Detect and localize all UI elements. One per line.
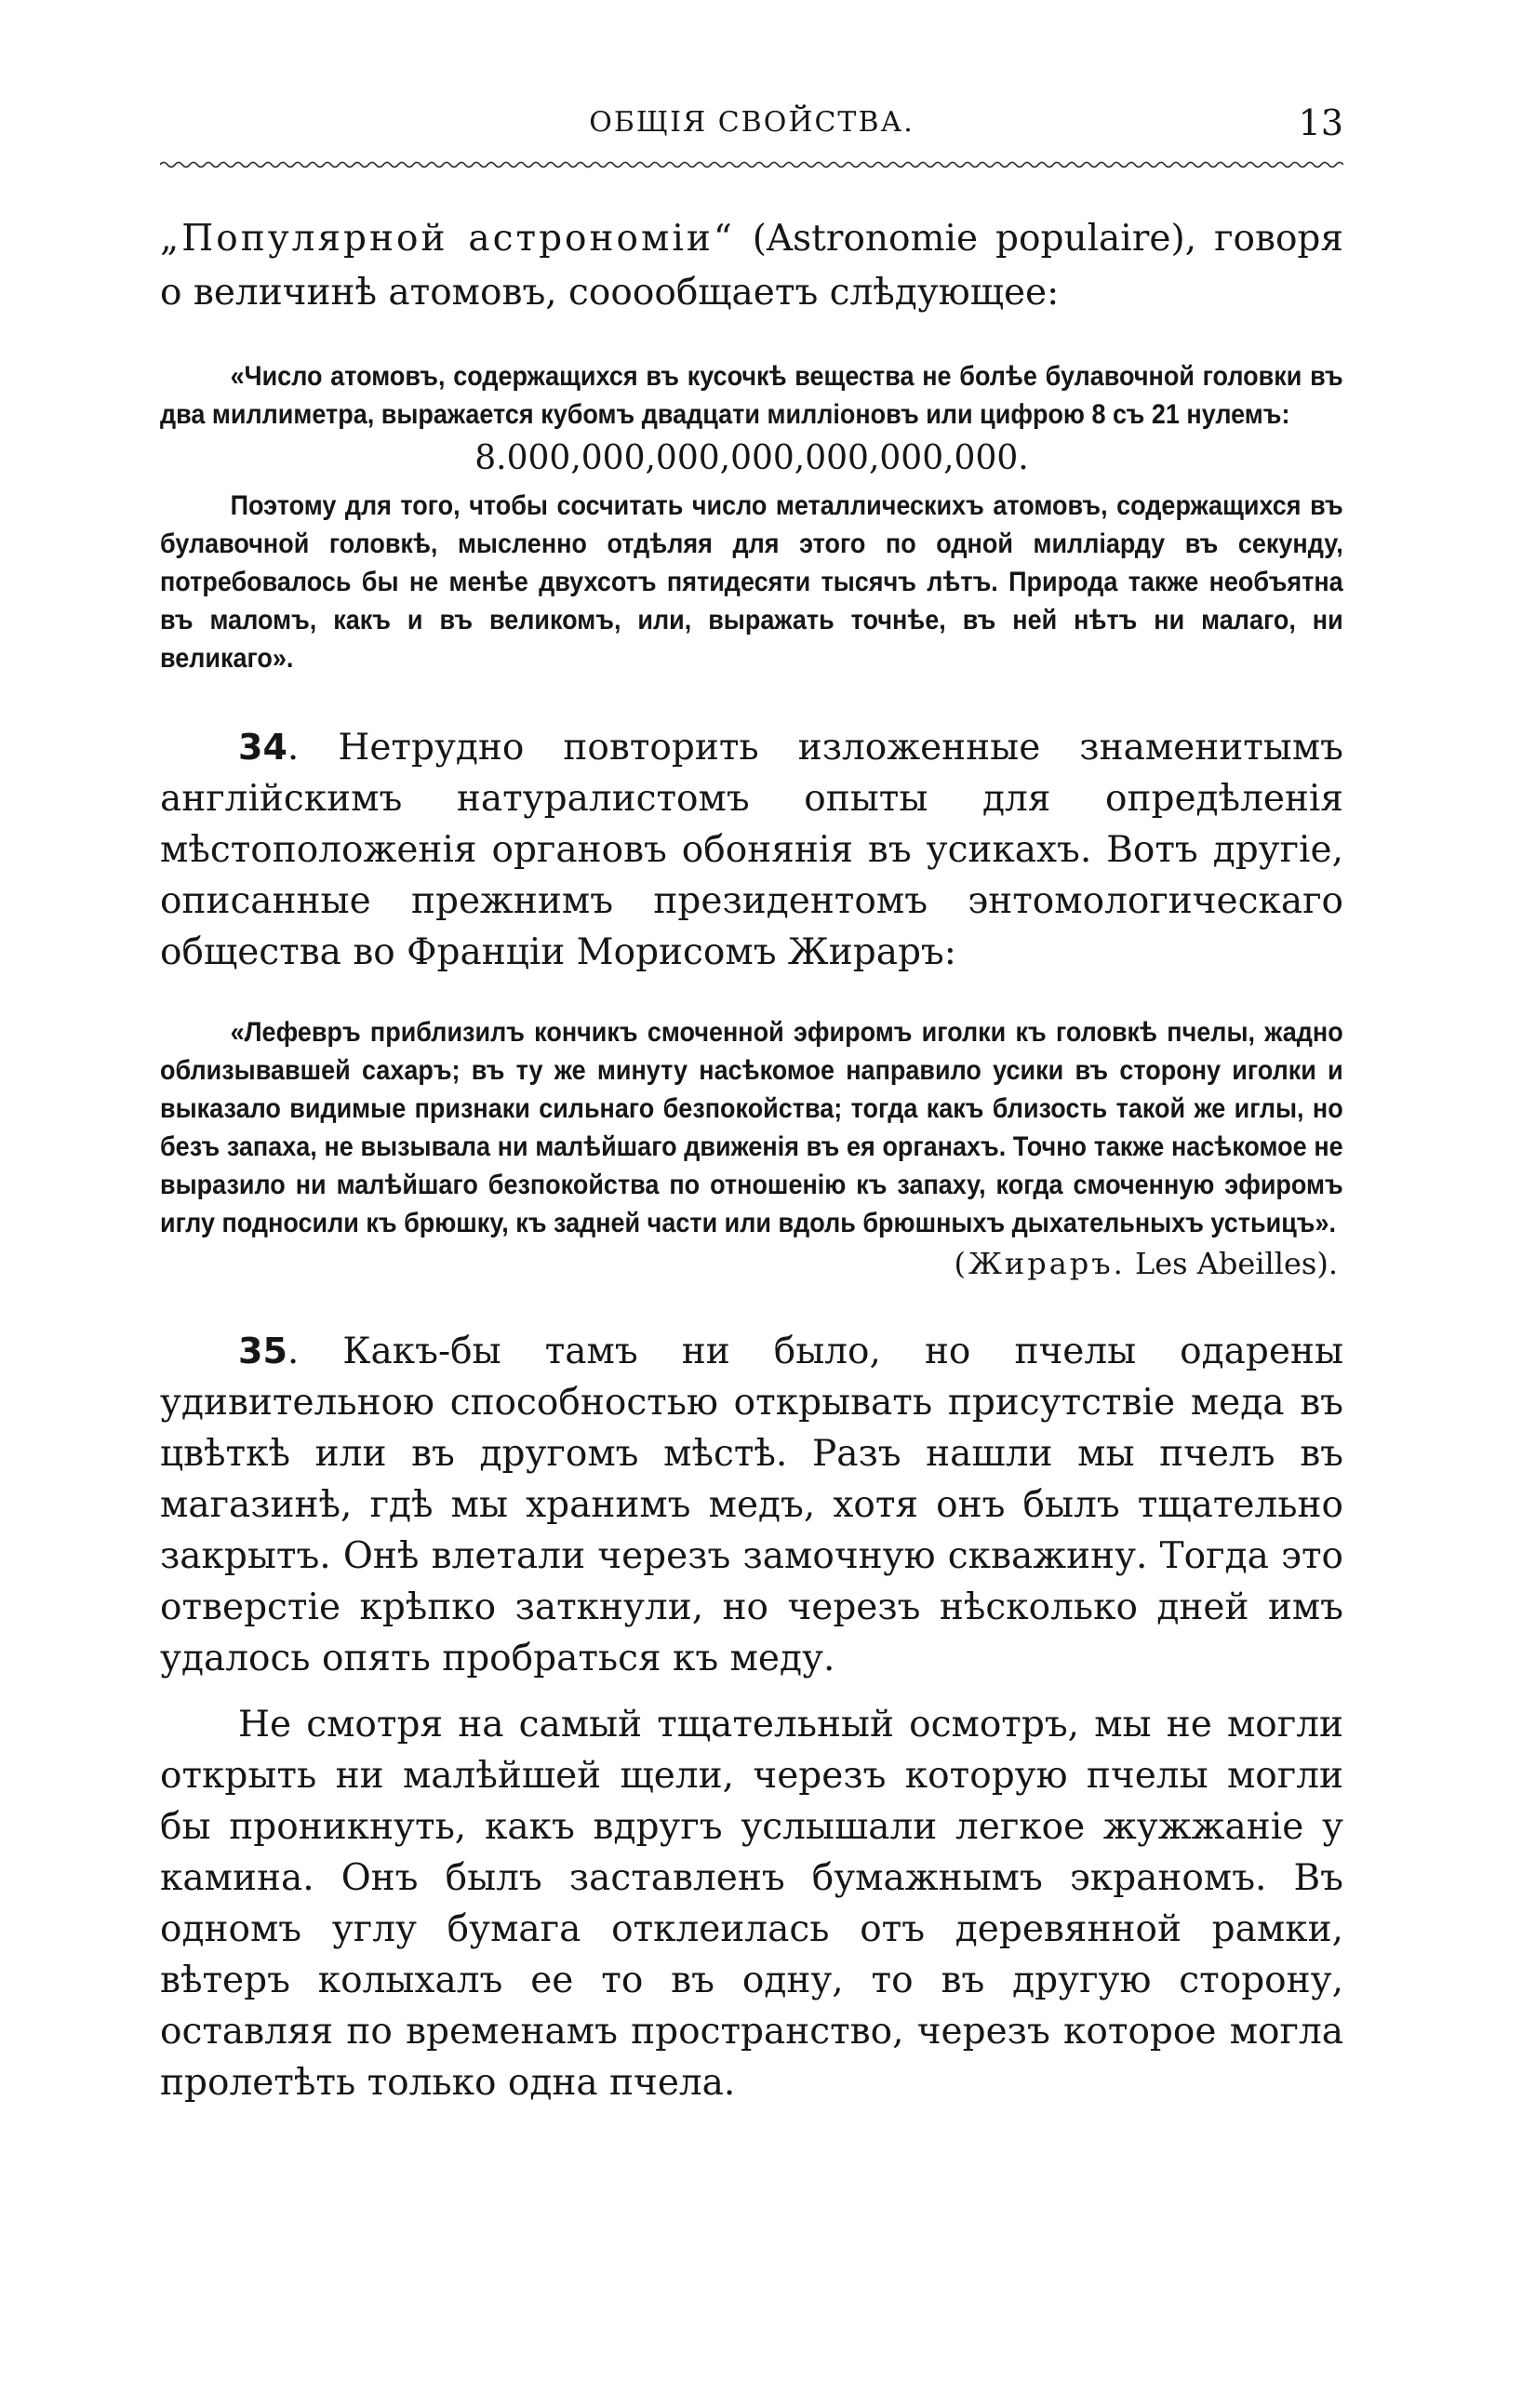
section-34-text: . Нетрудно повторить изложенные знаменитымъ англійскимъ натуралистомъ опыты для опредѣленія мѣстоположенія органовъ обонянія въ усикахъ. Вотъ другіе, описанные прежнимъ президентомъ энтомологическаго общества во Франціи Морисомъ Жираръ: [160, 727, 1343, 973]
quote-atoms-part2: Поэтому для того, чтобы сосчитать число металлическихъ атомовъ, содержащихся въ булавочной головкѣ, мысленно отдѣляя для этого по одной милліарду въ секунду, потребовалось бы не менѣе двухсотъ пятидесяти тысячъ лѣтъ. Природа также необъятна въ маломъ, какъ и въ великомъ, или, выражать точнѣе, въ ней нѣтъ ни малаго, ни великаго». [160, 490, 1343, 674]
section-34 [160, 722, 1343, 978]
quote-lefevre [160, 1013, 1343, 1242]
quote-atoms-part1: «Число атомовъ, содержащихся въ кусочкѣ вещества не болѣе булавочной головки въ два миллиметра, выражается кубомъ двадцати милліоновъ или цифрою 8 съ 21 нулемъ: [160, 361, 1343, 430]
source-title: Les Abeilles). [1125, 1246, 1338, 1281]
big-number: 8.000,000,000,000,000,000,000. [474, 439, 1029, 477]
running-title: ОБЩІЯ СВОЙСТВА. [589, 106, 915, 139]
paragraph-last: Не смотря на самый тщательный осмотръ, мы не могли открыть ни малѣйшей щели, черезъ которую пчелы могли бы проникнуть, какъ вдругъ услышали легкое жужжаніе у камина. Онъ былъ заставленъ бумажнымъ экраномъ. Въ одномъ углу бумага отклеилась отъ деревянной рамки, вѣтеръ колыхалъ ее то въ одну, то въ другую сторону, оставляя по временамъ пространство, черезъ которое могла пролетѣть только одна пчела. [160, 1704, 1343, 2104]
book-page [160, 102, 1343, 2108]
section-35-text: . Какъ-бы тамъ ни было, но пчелы одарены удивительною способностью открывать присутствіе меда въ цвѣткѣ или въ другомъ мѣстѣ. Разъ нашли мы пчелъ въ магазинѣ, гдѣ мы хранимъ медъ, хотя онъ былъ тщательно закрытъ. Онѣ влетали черезъ замочную скважину. Тогда это отверстіе крѣпко заткнули, но черезъ нѣсколько дней имъ удалось опять пробраться къ меду. [160, 1331, 1343, 1679]
quote-lefevre-text: «Лефевръ приблизилъ кончикъ смоченной эфиромъ иголки къ головкѣ пчелы, жадно облизывавшей сахаръ; въ ту же минуту насѣкомое направило усики въ сторону иголки и выказало видимые признаки сильнаго безпокойства; тогда какъ близость такой же иглы, но безъ запаха, не вызывала ни малѣйшаго движенія въ ея органахъ. Точно также насѣкомое не выразило ни малѣйшаго безпокойства по отношенію къ запаху, когда смоченную эфиромъ иглу подносили къ брюшку, къ задней части или вдоль брюшныхъ дыхательныхъ устьицъ». [160, 1017, 1343, 1238]
running-header [160, 102, 1343, 154]
intro-paragraph [160, 212, 1343, 320]
section-35 [160, 1326, 1343, 1684]
quote-atoms [160, 357, 1343, 434]
quote-atoms-continued [160, 487, 1343, 677]
section-number-35: 35 [238, 1331, 287, 1371]
page-number: 13 [1298, 102, 1343, 143]
book-title-reference: „Популярной астрономіи“ [160, 218, 735, 260]
section-number-34: 34 [238, 727, 287, 768]
wavy-rule [160, 158, 1343, 171]
source-author: (Жираръ. [954, 1246, 1126, 1281]
intro-text: (Astronomie populaire), говоря о величинѣ атомовъ, сооообщаетъ слѣдующее: [160, 218, 1343, 314]
quote-source [160, 1246, 1343, 1281]
